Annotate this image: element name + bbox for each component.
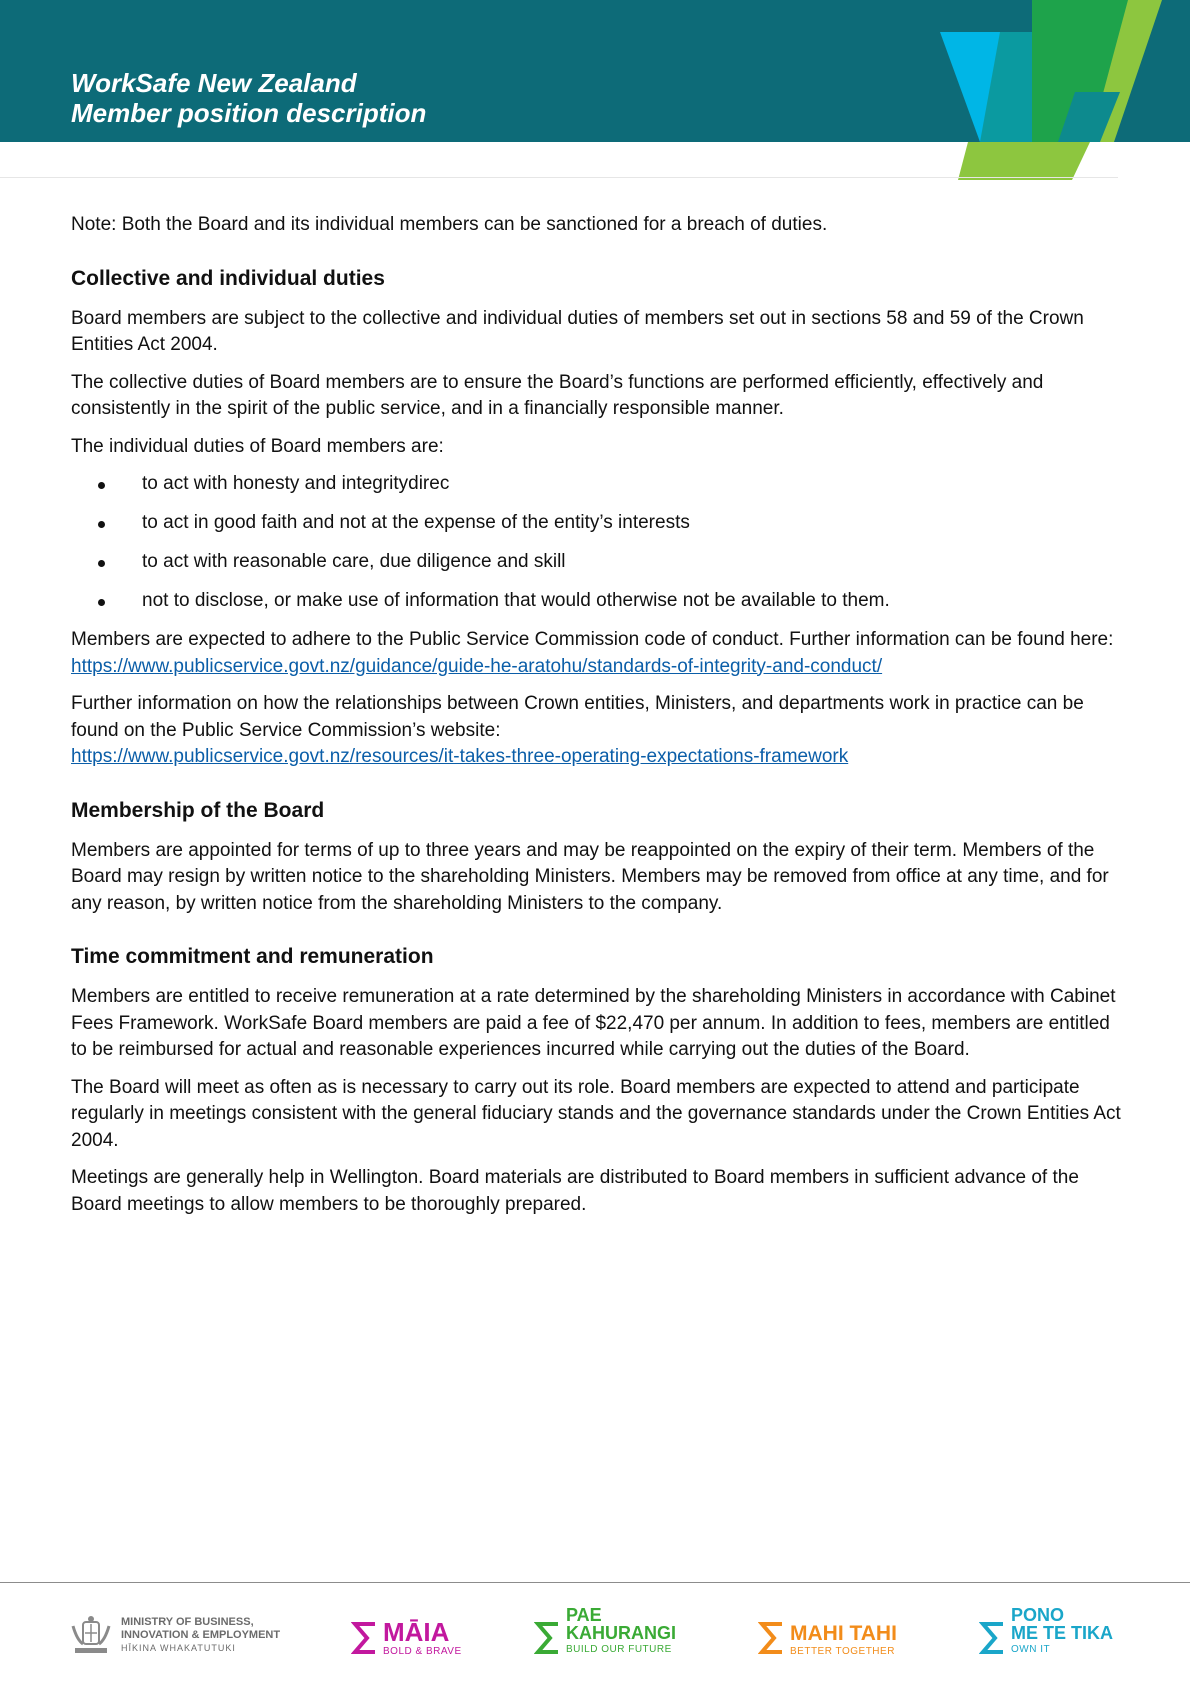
membership-paragraph: Members are appointed for terms of up to three years and may be reappointed on the expiry of their term. Members of the Board may resign by written notice to the shareholding Ministers. Members may be removed from office at any time, and for any reason, by written notice from the shareholding Ministers to the company. (71, 839, 1109, 914)
mbie-line-1: MINISTRY OF BUSINESS, (121, 1616, 254, 1628)
meetings-location-paragraph: Meetings are generally help in Wellington. Board materials are distributed to Board members in sufficient advance of the Board meetings to allow members to be thoroughly prepared. (71, 1167, 1079, 1215)
meetings-frequency-paragraph: The Board will meet as often as is necessary to carry out its role. Board members are expected to attend and participate regularly in meetings consistent with the general fiduciary stands and the governance standards under the Crown Entities Act 2004. (71, 1076, 1121, 1151)
sigma-icon (979, 1618, 1007, 1658)
value-logo-pono-me-te-tika (979, 1606, 1149, 1662)
value-subtitle: BUILD OUR FUTURE (566, 1644, 672, 1655)
list-item (71, 510, 1121, 536)
coat-of-arms-icon (69, 1614, 113, 1658)
value-subtitle: BETTER TOGETHER (790, 1646, 895, 1657)
mbie-line-3: HĪKINA WHAKATUTUKI (121, 1643, 236, 1653)
heading-time-commitment-remuneration: Time commitment and remuneration (71, 945, 434, 968)
value-subtitle: BOLD & BRAVE (383, 1646, 462, 1657)
list-item (71, 471, 1121, 497)
bullet-icon (98, 599, 105, 606)
list-item-text: to act with honesty and integritydirec (142, 473, 450, 494)
individual-duties-list (71, 471, 1121, 614)
individual-duties-lead: The individual duties of Board members are: (71, 435, 444, 457)
relationships-text: Further information on how the relationships between Crown entities, Ministers, and departments work in practice can be found on the Public Service Commission’s website: (71, 693, 1084, 741)
code-of-conduct-paragraph (71, 627, 1121, 680)
relationships-paragraph (71, 691, 1121, 771)
list-item-text: to act with reasonable care, due diligence and skill (142, 551, 566, 572)
header-chevron-graphic (940, 0, 1190, 180)
value-title-line-1: PAE (566, 1605, 602, 1625)
value-title: MAHI TAHI (790, 1622, 897, 1645)
mbie-wordmark (121, 1616, 280, 1655)
code-of-conduct-text: Members are expected to adhere to the Public Service Commission code of conduct. Further information can be found here: (71, 629, 1114, 650)
sigma-icon (351, 1618, 379, 1658)
collective-duties-paragraph: The collective duties of Board members are to ensure the Board’s functions are performed efficiently, effectively and consistently in the spirit of the public service, and in a financially responsible manner. (71, 371, 1044, 419)
bullet-icon (98, 560, 105, 567)
value-logo-pae-kahurangi (534, 1606, 704, 1662)
value-logo-maia (351, 1614, 481, 1660)
list-item (71, 588, 1121, 614)
list-item-text: to act in good faith and not at the expense of the entity’s interests (142, 512, 690, 533)
bullet-icon (98, 521, 105, 528)
value-title-line-1: PONO (1011, 1605, 1065, 1625)
value-logo-mahi-tahi (758, 1614, 918, 1660)
title-line-1: WorkSafe New Zealand (71, 68, 357, 98)
value-title-line-2: KAHURANGI (566, 1623, 676, 1643)
heading-membership-of-board: Membership of the Board (71, 798, 325, 822)
title-line-2: Member position description (71, 98, 427, 128)
duties-intro-paragraph: Board members are subject to the collective and individual duties of members set out in sections 58 and 59 of the Crown Entities Act 2004. (71, 307, 1084, 355)
value-title-line-2: ME TE TIKA (1011, 1623, 1113, 1643)
footer-divider (0, 1582, 1190, 1583)
operating-expectations-link[interactable]: https://www.publicservice.govt.nz/resources/it-takes-three-operating-expectations-framework (71, 746, 849, 767)
footer (0, 1600, 1190, 1670)
bullet-icon (98, 482, 105, 489)
sigma-icon (758, 1618, 786, 1658)
header-divider (0, 177, 1118, 178)
note-paragraph: Note: Both the Board and its individual members can be sanctioned for a breach of duties. (71, 214, 828, 235)
value-subtitle: OWN IT (1011, 1644, 1051, 1655)
remuneration-paragraph: Members are entitled to receive remuneration at a rate determined by the shareholding Ministers in accordance with Cabinet Fees Framework. WorkSafe Board members are paid a fee of $22,470 per annum. In addition to fees, members are entitled to be reimbursed for actual and reasonable experiences incurred while carrying out the duties of the Board. (71, 986, 1116, 1060)
value-title: MĀIA (383, 1617, 450, 1647)
sigma-icon (534, 1618, 562, 1658)
code-of-conduct-link[interactable]: https://www.publicservice.govt.nz/guidance/guide-he-aratohu/standards-of-integrity-and-conduct/ (71, 655, 883, 677)
heading-collective-individual-duties: Collective and individual duties (71, 266, 385, 290)
document-title (71, 68, 426, 128)
list-item (71, 549, 1121, 575)
document-body (71, 212, 1121, 1229)
mbie-line-2: INNOVATION & EMPLOYMENT (121, 1629, 281, 1641)
list-item-text: not to disclose, or make use of information that would otherwise not be available to them. (142, 590, 890, 611)
